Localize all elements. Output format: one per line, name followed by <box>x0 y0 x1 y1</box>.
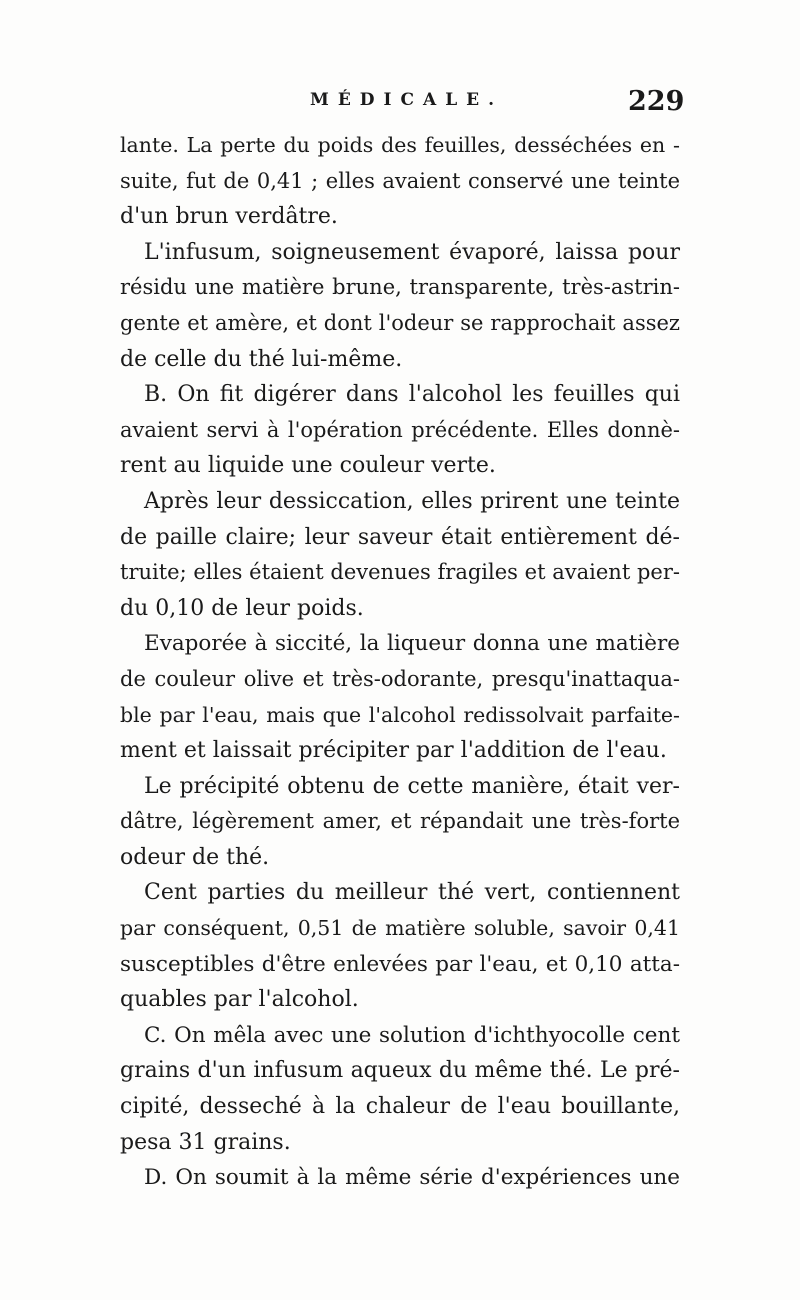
text-line: cipité, desseché à la chaleur de l'eau bouillante, <box>120 1094 680 1120</box>
text-line: suite, fut de 0,41 ; elles avaient conservé une teinte <box>120 168 680 193</box>
text-line: dâtre, légèrement amer, et répandait une très-forte <box>120 809 680 834</box>
text-line: odeur de thé. <box>120 844 270 870</box>
text-line: résidu une matière brune, transparente, très-astrin- <box>120 275 680 300</box>
text-line: par conséquent, 0,51 de matière soluble, savoir 0,41 <box>120 916 680 941</box>
text-line: rent au liquide une couleur verte. <box>120 453 496 479</box>
text-line: de couleur olive et très-odorante, presqu'inattaqua- <box>120 666 680 691</box>
text-line: Le précipité obtenu de cette manière, était ver- <box>144 773 680 799</box>
text-line: susceptibles d'être enlevées par l'eau, et 0,10 atta- <box>120 951 680 977</box>
text-line: grains d'un infusum aqueux du même thé. Le pré- <box>120 1058 680 1084</box>
text-line: ment et laissait précipiter par l'addition de l'eau. <box>120 738 667 764</box>
page-number: 229 <box>628 86 685 117</box>
text-line: d'un brun verdâtre. <box>120 204 338 230</box>
text-line: avaient servi à l'opération précédente. Elles donnè- <box>120 417 680 442</box>
text-line: Evaporée à siccité, la liqueur donna une matière <box>144 631 680 657</box>
running-title: MÉDICALE. <box>310 90 504 110</box>
text-line: L'infusum, soigneusement évaporé, laissa pour <box>144 239 680 265</box>
text-line: B. On fit digérer dans l'alcohol les feuilles qui <box>144 382 680 408</box>
text-line: ble par l'eau, mais que l'alcohol redissolvait parfaite- <box>120 702 680 727</box>
body-text <box>120 128 680 1196</box>
text-line: Cent parties du meilleur thé vert, contiennent <box>144 880 680 906</box>
text-line: de celle du thé lui-même. <box>120 346 403 372</box>
text-line: du 0,10 de leur poids. <box>120 595 364 621</box>
text-line: Après leur dessiccation, elles prirent une teinte <box>144 488 680 514</box>
text-line: de paille claire; leur saveur était entièrement dé- <box>120 524 680 550</box>
text-line: C. On mêla avec une solution d'ichthyocolle cent <box>144 1022 680 1048</box>
text-line: gente et amère, et dont l'odeur se rapprochait assez <box>120 310 680 335</box>
text-line: truite; elles étaient devenues fragiles et avaient per- <box>120 560 680 585</box>
text-line: D. On soumit à la même série d'expériences une <box>144 1165 680 1191</box>
text-line: quables par l'alcohol. <box>120 987 359 1013</box>
text-line: pesa 31 grains. <box>120 1129 291 1155</box>
text-line: lante. La perte du poids des feuilles, desséchées en - <box>120 133 680 157</box>
